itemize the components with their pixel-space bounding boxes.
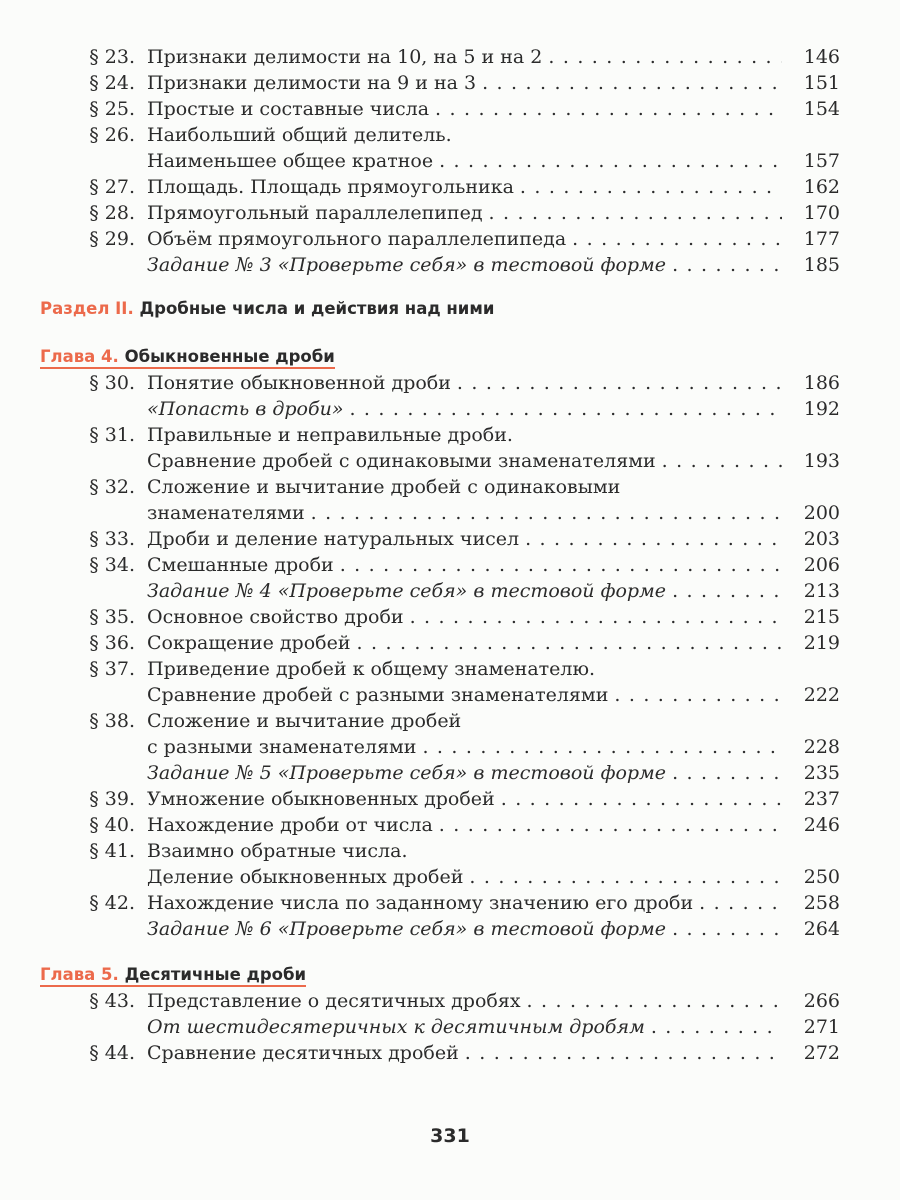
toc-entry-line xyxy=(40,656,840,682)
entry-title: Признаки делимости на 10, на 5 и на 2 xyxy=(147,46,543,68)
entry-page-number: 237 xyxy=(803,788,840,810)
entry-title: Нахождение дроби от числа xyxy=(147,814,433,836)
entry-page-number: 203 xyxy=(803,528,840,550)
entry-page-number: 162 xyxy=(803,176,840,198)
entry-title: Сложение и вычитание дробей с одинаковыми xyxy=(147,476,621,498)
section-title: Дробные числа и действия над ними xyxy=(139,299,495,318)
entry-title: с разными знаменателями xyxy=(147,736,417,758)
entry-number: § 33. xyxy=(89,528,135,550)
entry-page-number: 250 xyxy=(803,866,840,888)
entry-title: От шестидесятеричных к десятичным дробям xyxy=(147,1016,645,1038)
dot-leader xyxy=(489,200,782,226)
toc-entry-line xyxy=(40,708,840,734)
entry-title: Задание № 6 «Проверьте себя» в тестовой форме xyxy=(147,918,667,940)
dot-leader xyxy=(614,682,782,708)
entry-number: § 36. xyxy=(89,632,135,654)
toc-entry xyxy=(40,174,840,200)
dot-leader xyxy=(469,864,782,890)
entry-number: § 42. xyxy=(89,892,135,914)
entry-title: Сложение и вычитание дробей xyxy=(147,710,462,732)
entry-number: § 31. xyxy=(89,424,135,446)
entry-page-number: 264 xyxy=(803,918,840,940)
entry-page-number: 228 xyxy=(803,736,840,758)
toc-entry xyxy=(40,682,840,708)
entry-title: Наименьшее общее кратное xyxy=(147,150,434,172)
dot-leader xyxy=(672,760,782,786)
entry-number: § 40. xyxy=(89,814,135,836)
dot-leader xyxy=(662,448,782,474)
dot-leader xyxy=(525,526,782,552)
entry-title: Умножение обыкновенных дробей xyxy=(147,788,495,810)
dot-leader xyxy=(435,96,782,122)
entry-page-number: 146 xyxy=(803,46,840,68)
entry-title: Прямоугольный параллелепипед xyxy=(147,202,483,224)
entry-number: § 24. xyxy=(89,72,135,94)
toc-entry xyxy=(40,526,840,552)
entry-title: Объём прямоугольного параллелепипеда xyxy=(147,228,567,250)
toc-entry xyxy=(40,370,840,396)
chapter-underline xyxy=(40,367,335,369)
dot-leader xyxy=(482,70,782,96)
entry-page-number: 219 xyxy=(803,632,840,654)
entry-title: Взаимно обратные числа. xyxy=(147,840,408,862)
entry-page-number: 200 xyxy=(803,502,840,524)
dot-leader xyxy=(672,252,782,278)
entry-title: Дроби и деление натуральных чисел xyxy=(147,528,520,550)
entry-page-number: 235 xyxy=(803,762,840,784)
toc-entry-line xyxy=(40,474,840,500)
toc-entry xyxy=(40,1014,840,1040)
toc-entry xyxy=(40,734,840,760)
toc-entry xyxy=(40,70,840,96)
entry-title: Задание № 3 «Проверьте себя» в тестовой форме xyxy=(147,254,667,276)
entry-number: § 44. xyxy=(89,1042,135,1064)
toc-entry xyxy=(40,630,840,656)
entry-number: § 38. xyxy=(89,710,135,732)
section-heading xyxy=(40,296,840,322)
table-of-contents xyxy=(40,44,840,1066)
chapter-label: Глава 4. xyxy=(40,347,119,366)
entry-number: § 28. xyxy=(89,202,135,224)
chapter-heading-5 xyxy=(40,962,306,988)
entry-title: Смешанные дроби xyxy=(147,554,334,576)
entry-title: Представление о десятичных дробях xyxy=(147,990,521,1012)
entry-number: § 43. xyxy=(89,990,135,1012)
page-number: 331 xyxy=(430,1125,470,1147)
toc-entry xyxy=(40,500,840,526)
dot-leader xyxy=(465,1040,782,1066)
dot-leader xyxy=(699,890,782,916)
entry-number: § 23. xyxy=(89,46,135,68)
toc-block-chapter3-tail xyxy=(40,44,840,278)
entry-title: Признаки делимости на 9 и на 3 xyxy=(147,72,477,94)
dot-leader xyxy=(548,44,782,70)
toc-entry xyxy=(40,148,840,174)
entry-title: Простые и составные числа xyxy=(147,98,430,120)
entry-number: § 34. xyxy=(89,554,135,576)
entry-number: § 37. xyxy=(89,658,135,680)
entry-page-number: 186 xyxy=(803,372,840,394)
toc-entry xyxy=(40,96,840,122)
dot-leader xyxy=(572,226,782,252)
dot-leader xyxy=(439,812,782,838)
entry-title: «Попасть в дроби» xyxy=(147,398,344,420)
entry-page-number: 157 xyxy=(803,150,840,172)
dot-leader xyxy=(357,630,782,656)
toc-entry-line xyxy=(40,838,840,864)
entry-page-number: 185 xyxy=(803,254,840,276)
toc-entry-line xyxy=(40,422,840,448)
entry-number: § 30. xyxy=(89,372,135,394)
toc-block-chapter4 xyxy=(40,370,840,942)
entry-number: § 29. xyxy=(89,228,135,250)
toc-entry xyxy=(40,578,840,604)
entry-title: Наибольший общий делитель. xyxy=(147,124,452,146)
dot-leader xyxy=(340,552,782,578)
entry-page-number: 271 xyxy=(803,1016,840,1038)
entry-number: § 35. xyxy=(89,606,135,628)
entry-page-number: 193 xyxy=(803,450,840,472)
entry-page-number: 177 xyxy=(803,228,840,250)
dot-leader xyxy=(311,500,782,526)
dot-leader xyxy=(672,916,782,942)
toc-entry xyxy=(40,916,840,942)
entry-page-number: 215 xyxy=(803,606,840,628)
dot-leader xyxy=(457,370,782,396)
entry-title: Сравнение десятичных дробей xyxy=(147,1042,459,1064)
toc-entry xyxy=(40,604,840,630)
entry-page-number: 266 xyxy=(803,990,840,1012)
dot-leader xyxy=(439,148,782,174)
dot-leader xyxy=(422,734,782,760)
entry-title: Деление обыкновенных дробей xyxy=(147,866,464,888)
entry-number: § 26. xyxy=(89,124,135,146)
entry-title: Сравнение дробей с разными знаменателями xyxy=(147,684,609,706)
dot-leader xyxy=(672,578,782,604)
dot-leader xyxy=(349,396,782,422)
entry-title: Понятие обыкновенной дроби xyxy=(147,372,451,394)
toc-entry xyxy=(40,890,840,916)
entry-number: § 25. xyxy=(89,98,135,120)
section-label: Раздел II. xyxy=(40,299,134,318)
entry-page-number: 213 xyxy=(803,580,840,602)
entry-title: знаменателями xyxy=(147,502,305,524)
entry-page-number: 258 xyxy=(803,892,840,914)
entry-page-number: 192 xyxy=(803,398,840,420)
toc-block-chapter5 xyxy=(40,988,840,1066)
entry-title: Нахождение числа по заданному значению его дроби xyxy=(147,892,694,914)
entry-title: Сокращение дробей xyxy=(147,632,351,654)
dot-leader xyxy=(520,174,782,200)
toc-entry xyxy=(40,44,840,70)
chapter-label: Глава 5. xyxy=(40,965,119,984)
entry-page-number: 222 xyxy=(803,684,840,706)
entry-title: Площадь. Площадь прямоугольника xyxy=(147,176,514,198)
toc-entry xyxy=(40,1040,840,1066)
chapter-heading-4 xyxy=(40,344,335,370)
toc-entry xyxy=(40,760,840,786)
toc-entry xyxy=(40,396,840,422)
entry-number: § 39. xyxy=(89,788,135,810)
entry-page-number: 154 xyxy=(803,98,840,120)
entry-title: Приведение дробей к общему знаменателю. xyxy=(147,658,596,680)
dot-leader xyxy=(527,988,782,1014)
toc-entry xyxy=(40,988,840,1014)
toc-entry xyxy=(40,200,840,226)
toc-entry xyxy=(40,864,840,890)
dot-leader xyxy=(651,1014,782,1040)
toc-entry xyxy=(40,812,840,838)
entry-page-number: 170 xyxy=(803,202,840,224)
entry-page-number: 272 xyxy=(803,1042,840,1064)
toc-entry xyxy=(40,552,840,578)
entry-page-number: 206 xyxy=(803,554,840,576)
entry-number: § 41. xyxy=(89,840,135,862)
entry-title: Правильные и неправильные дроби. xyxy=(147,424,513,446)
entry-number: § 32. xyxy=(89,476,135,498)
entry-title: Задание № 4 «Проверьте себя» в тестовой форме xyxy=(147,580,667,602)
toc-entry xyxy=(40,786,840,812)
chapter-underline xyxy=(40,985,306,987)
chapter-title: Обыкновенные дроби xyxy=(124,347,335,366)
entry-title: Основное свойство дроби xyxy=(147,606,404,628)
dot-leader xyxy=(501,786,782,812)
toc-entry-line xyxy=(40,122,840,148)
entry-page-number: 151 xyxy=(803,72,840,94)
dot-leader xyxy=(410,604,782,630)
entry-title: Задание № 5 «Проверьте себя» в тестовой форме xyxy=(147,762,667,784)
toc-entry xyxy=(40,448,840,474)
entry-number: § 27. xyxy=(89,176,135,198)
entry-title: Сравнение дробей с одинаковыми знаменателями xyxy=(147,450,656,472)
entry-page-number: 246 xyxy=(803,814,840,836)
toc-entry xyxy=(40,226,840,252)
toc-entry xyxy=(40,252,840,278)
chapter-title: Десятичные дроби xyxy=(124,965,307,984)
